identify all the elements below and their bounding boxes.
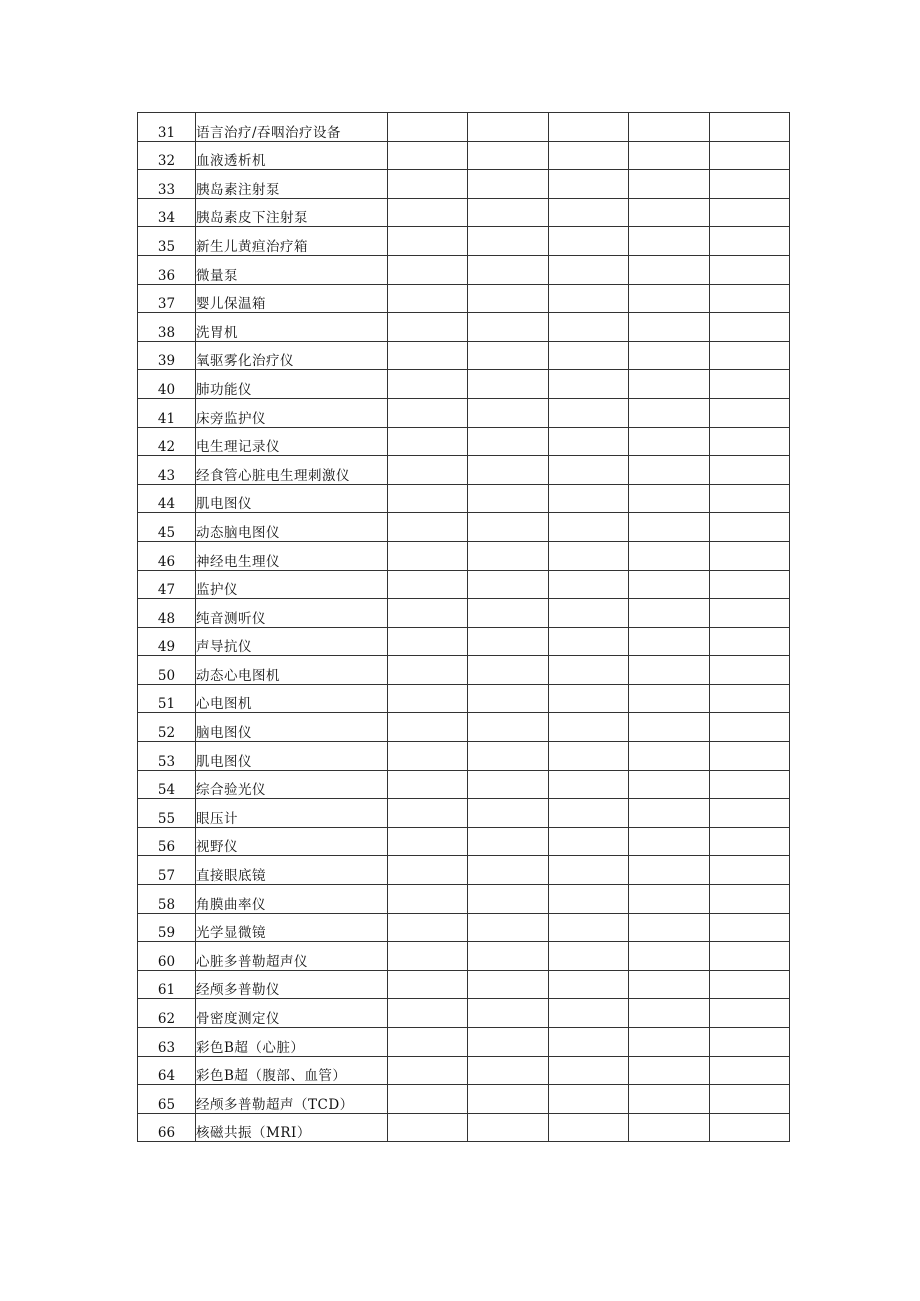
equipment-name-cell: 纯音测听仪 <box>196 599 388 628</box>
blank-cell <box>710 713 790 742</box>
row-number-cell: 65 <box>138 1085 196 1114</box>
table-row <box>138 313 790 342</box>
equipment-name-cell: 床旁监护仪 <box>196 398 388 427</box>
equipment-table <box>137 112 790 1142</box>
equipment-name-cell: 核磁共振（MRI） <box>196 1113 388 1142</box>
row-number-cell: 59 <box>138 913 196 942</box>
row-number-cell: 48 <box>138 599 196 628</box>
blank-cell <box>468 198 549 227</box>
blank-cell <box>468 1113 549 1142</box>
blank-cell <box>468 742 549 771</box>
equipment-name-cell: 直接眼底镜 <box>196 856 388 885</box>
table-row <box>138 856 790 885</box>
blank-cell <box>468 113 549 142</box>
blank-cell <box>710 770 790 799</box>
row-number-cell: 56 <box>138 827 196 856</box>
blank-cell <box>388 999 468 1028</box>
blank-cell <box>549 1028 629 1057</box>
blank-cell <box>710 999 790 1028</box>
table-row <box>138 370 790 399</box>
row-number-cell: 58 <box>138 885 196 914</box>
blank-cell <box>549 484 629 513</box>
blank-cell <box>468 341 549 370</box>
blank-cell <box>710 1113 790 1142</box>
blank-cell <box>629 1085 710 1114</box>
blank-cell <box>549 885 629 914</box>
blank-cell <box>549 456 629 485</box>
blank-cell <box>629 170 710 199</box>
blank-cell <box>549 198 629 227</box>
blank-cell <box>468 627 549 656</box>
table-row <box>138 913 790 942</box>
blank-cell <box>549 1113 629 1142</box>
blank-cell <box>710 370 790 399</box>
equipment-name-cell: 微量泵 <box>196 255 388 284</box>
blank-cell <box>549 113 629 142</box>
blank-cell <box>710 827 790 856</box>
row-number-cell: 32 <box>138 141 196 170</box>
blank-cell <box>468 656 549 685</box>
blank-cell <box>468 827 549 856</box>
equipment-name-cell: 肌电图仪 <box>196 742 388 771</box>
blank-cell <box>468 1028 549 1057</box>
blank-cell <box>549 742 629 771</box>
table-body <box>138 113 790 1142</box>
table-row <box>138 770 790 799</box>
blank-cell <box>549 341 629 370</box>
blank-cell <box>388 970 468 999</box>
blank-cell <box>549 170 629 199</box>
blank-cell <box>629 313 710 342</box>
blank-cell <box>388 570 468 599</box>
blank-cell <box>388 856 468 885</box>
blank-cell <box>388 599 468 628</box>
blank-cell <box>710 398 790 427</box>
row-number-cell: 51 <box>138 684 196 713</box>
blank-cell <box>629 255 710 284</box>
blank-cell <box>388 742 468 771</box>
table-row <box>138 113 790 142</box>
blank-cell <box>629 284 710 313</box>
row-number-cell: 53 <box>138 742 196 771</box>
blank-cell <box>468 970 549 999</box>
blank-cell <box>549 684 629 713</box>
table-row <box>138 656 790 685</box>
table-row <box>138 1085 790 1114</box>
blank-cell <box>629 427 710 456</box>
blank-cell <box>468 313 549 342</box>
blank-cell <box>629 627 710 656</box>
blank-cell <box>468 427 549 456</box>
row-number-cell: 35 <box>138 227 196 256</box>
blank-cell <box>388 255 468 284</box>
blank-cell <box>710 141 790 170</box>
blank-cell <box>710 942 790 971</box>
blank-cell <box>710 656 790 685</box>
blank-cell <box>710 313 790 342</box>
table-row <box>138 627 790 656</box>
blank-cell <box>710 170 790 199</box>
equipment-name-cell: 肺功能仪 <box>196 370 388 399</box>
blank-cell <box>468 885 549 914</box>
blank-cell <box>388 942 468 971</box>
blank-cell <box>710 684 790 713</box>
blank-cell <box>629 713 710 742</box>
table-row <box>138 970 790 999</box>
table-row <box>138 456 790 485</box>
blank-cell <box>388 684 468 713</box>
blank-cell <box>629 684 710 713</box>
blank-cell <box>710 198 790 227</box>
blank-cell <box>388 799 468 828</box>
blank-cell <box>710 113 790 142</box>
blank-cell <box>549 999 629 1028</box>
row-number-cell: 44 <box>138 484 196 513</box>
row-number-cell: 57 <box>138 856 196 885</box>
blank-cell <box>710 1085 790 1114</box>
row-number-cell: 63 <box>138 1028 196 1057</box>
blank-cell <box>710 255 790 284</box>
blank-cell <box>549 284 629 313</box>
row-number-cell: 54 <box>138 770 196 799</box>
blank-cell <box>710 1056 790 1085</box>
equipment-name-cell: 经颅多普勒仪 <box>196 970 388 999</box>
blank-cell <box>629 599 710 628</box>
row-number-cell: 66 <box>138 1113 196 1142</box>
blank-cell <box>710 513 790 542</box>
blank-cell <box>468 770 549 799</box>
equipment-name-cell: 肌电图仪 <box>196 484 388 513</box>
blank-cell <box>549 141 629 170</box>
blank-cell <box>468 942 549 971</box>
blank-cell <box>549 1056 629 1085</box>
blank-cell <box>549 942 629 971</box>
blank-cell <box>629 827 710 856</box>
blank-cell <box>388 456 468 485</box>
equipment-name-cell: 彩色B超（腹部、血管） <box>196 1056 388 1085</box>
blank-cell <box>710 227 790 256</box>
blank-cell <box>710 456 790 485</box>
row-number-cell: 61 <box>138 970 196 999</box>
blank-cell <box>388 1028 468 1057</box>
blank-cell <box>468 398 549 427</box>
blank-cell <box>388 913 468 942</box>
table-row <box>138 284 790 313</box>
equipment-name-cell: 胰岛素皮下注射泵 <box>196 198 388 227</box>
blank-cell <box>468 856 549 885</box>
blank-cell <box>549 370 629 399</box>
blank-cell <box>629 541 710 570</box>
blank-cell <box>549 913 629 942</box>
row-number-cell: 52 <box>138 713 196 742</box>
blank-cell <box>710 484 790 513</box>
table-row <box>138 1113 790 1142</box>
blank-cell <box>629 970 710 999</box>
blank-cell <box>388 1085 468 1114</box>
blank-cell <box>549 427 629 456</box>
blank-cell <box>468 227 549 256</box>
blank-cell <box>468 913 549 942</box>
blank-cell <box>710 341 790 370</box>
blank-cell <box>629 999 710 1028</box>
row-number-cell: 46 <box>138 541 196 570</box>
table-row <box>138 227 790 256</box>
blank-cell <box>629 913 710 942</box>
equipment-name-cell: 经颅多普勒超声（TCD） <box>196 1085 388 1114</box>
blank-cell <box>710 570 790 599</box>
row-number-cell: 37 <box>138 284 196 313</box>
equipment-name-cell: 综合验光仪 <box>196 770 388 799</box>
row-number-cell: 34 <box>138 198 196 227</box>
blank-cell <box>549 827 629 856</box>
table-row <box>138 827 790 856</box>
table-row <box>138 570 790 599</box>
table-row <box>138 942 790 971</box>
row-number-cell: 43 <box>138 456 196 485</box>
blank-cell <box>710 856 790 885</box>
row-number-cell: 40 <box>138 370 196 399</box>
blank-cell <box>629 1056 710 1085</box>
blank-cell <box>629 198 710 227</box>
blank-cell <box>388 113 468 142</box>
table-row <box>138 170 790 199</box>
blank-cell <box>549 770 629 799</box>
equipment-name-cell: 光学显微镜 <box>196 913 388 942</box>
blank-cell <box>468 713 549 742</box>
blank-cell <box>468 541 549 570</box>
blank-cell <box>388 227 468 256</box>
blank-cell <box>468 141 549 170</box>
equipment-name-cell: 声导抗仪 <box>196 627 388 656</box>
row-number-cell: 33 <box>138 170 196 199</box>
equipment-name-cell: 洗胃机 <box>196 313 388 342</box>
blank-cell <box>388 770 468 799</box>
equipment-name-cell: 视野仪 <box>196 827 388 856</box>
blank-cell <box>388 170 468 199</box>
blank-cell <box>549 227 629 256</box>
equipment-table-page <box>137 112 789 1142</box>
blank-cell <box>710 627 790 656</box>
row-number-cell: 49 <box>138 627 196 656</box>
equipment-name-cell: 新生儿黄疸治疗箱 <box>196 227 388 256</box>
blank-cell <box>629 885 710 914</box>
blank-cell <box>468 999 549 1028</box>
blank-cell <box>549 541 629 570</box>
blank-cell <box>468 484 549 513</box>
equipment-name-cell: 动态心电图机 <box>196 656 388 685</box>
table-row <box>138 599 790 628</box>
blank-cell <box>710 799 790 828</box>
row-number-cell: 47 <box>138 570 196 599</box>
blank-cell <box>468 456 549 485</box>
equipment-name-cell: 监护仪 <box>196 570 388 599</box>
table-row <box>138 684 790 713</box>
blank-cell <box>710 885 790 914</box>
blank-cell <box>549 599 629 628</box>
blank-cell <box>388 484 468 513</box>
row-number-cell: 50 <box>138 656 196 685</box>
table-row <box>138 484 790 513</box>
row-number-cell: 42 <box>138 427 196 456</box>
blank-cell <box>388 398 468 427</box>
blank-cell <box>629 141 710 170</box>
table-row <box>138 255 790 284</box>
equipment-name-cell: 语言治疗/吞咽治疗设备 <box>196 113 388 142</box>
blank-cell <box>549 713 629 742</box>
row-number-cell: 36 <box>138 255 196 284</box>
blank-cell <box>629 856 710 885</box>
blank-cell <box>629 656 710 685</box>
blank-cell <box>388 827 468 856</box>
row-number-cell: 38 <box>138 313 196 342</box>
blank-cell <box>629 341 710 370</box>
blank-cell <box>629 513 710 542</box>
blank-cell <box>629 456 710 485</box>
table-row <box>138 513 790 542</box>
equipment-name-cell: 电生理记录仪 <box>196 427 388 456</box>
row-number-cell: 39 <box>138 341 196 370</box>
row-number-cell: 31 <box>138 113 196 142</box>
table-row <box>138 742 790 771</box>
blank-cell <box>468 284 549 313</box>
blank-cell <box>468 255 549 284</box>
table-row <box>138 541 790 570</box>
blank-cell <box>629 770 710 799</box>
equipment-name-cell: 心脏多普勒超声仪 <box>196 942 388 971</box>
blank-cell <box>710 541 790 570</box>
table-row <box>138 141 790 170</box>
blank-cell <box>388 656 468 685</box>
blank-cell <box>468 170 549 199</box>
table-row <box>138 427 790 456</box>
blank-cell <box>468 684 549 713</box>
row-number-cell: 55 <box>138 799 196 828</box>
blank-cell <box>468 370 549 399</box>
blank-cell <box>388 370 468 399</box>
blank-cell <box>710 427 790 456</box>
table-row <box>138 713 790 742</box>
blank-cell <box>468 1056 549 1085</box>
table-row <box>138 1056 790 1085</box>
table-row <box>138 198 790 227</box>
blank-cell <box>388 141 468 170</box>
blank-cell <box>629 742 710 771</box>
row-number-cell: 60 <box>138 942 196 971</box>
blank-cell <box>549 799 629 828</box>
blank-cell <box>468 599 549 628</box>
blank-cell <box>549 1085 629 1114</box>
blank-cell <box>710 913 790 942</box>
table-row <box>138 398 790 427</box>
blank-cell <box>388 541 468 570</box>
blank-cell <box>388 627 468 656</box>
table-row <box>138 1028 790 1057</box>
blank-cell <box>549 513 629 542</box>
blank-cell <box>549 313 629 342</box>
blank-cell <box>710 970 790 999</box>
blank-cell <box>388 313 468 342</box>
equipment-name-cell: 脑电图仪 <box>196 713 388 742</box>
blank-cell <box>629 1028 710 1057</box>
blank-cell <box>388 513 468 542</box>
equipment-name-cell: 心电图机 <box>196 684 388 713</box>
row-number-cell: 45 <box>138 513 196 542</box>
blank-cell <box>629 484 710 513</box>
equipment-name-cell: 骨密度测定仪 <box>196 999 388 1028</box>
blank-cell <box>629 113 710 142</box>
blank-cell <box>710 1028 790 1057</box>
blank-cell <box>710 742 790 771</box>
blank-cell <box>468 570 549 599</box>
table-row <box>138 799 790 828</box>
blank-cell <box>388 1056 468 1085</box>
blank-cell <box>549 856 629 885</box>
table-row <box>138 885 790 914</box>
table-row <box>138 999 790 1028</box>
blank-cell <box>388 427 468 456</box>
equipment-name-cell: 角膜曲率仪 <box>196 885 388 914</box>
blank-cell <box>629 570 710 599</box>
equipment-name-cell: 动态脑电图仪 <box>196 513 388 542</box>
blank-cell <box>710 599 790 628</box>
blank-cell <box>388 713 468 742</box>
equipment-name-cell: 眼压计 <box>196 799 388 828</box>
equipment-name-cell: 氧驱雾化治疗仪 <box>196 341 388 370</box>
row-number-cell: 41 <box>138 398 196 427</box>
row-number-cell: 64 <box>138 1056 196 1085</box>
equipment-name-cell: 胰岛素注射泵 <box>196 170 388 199</box>
blank-cell <box>388 284 468 313</box>
blank-cell <box>549 656 629 685</box>
blank-cell <box>549 398 629 427</box>
blank-cell <box>629 398 710 427</box>
blank-cell <box>388 341 468 370</box>
blank-cell <box>629 799 710 828</box>
blank-cell <box>629 227 710 256</box>
equipment-name-cell: 血液透析机 <box>196 141 388 170</box>
blank-cell <box>629 1113 710 1142</box>
blank-cell <box>549 970 629 999</box>
equipment-name-cell: 神经电生理仪 <box>196 541 388 570</box>
blank-cell <box>629 942 710 971</box>
blank-cell <box>549 570 629 599</box>
blank-cell <box>710 284 790 313</box>
equipment-name-cell: 彩色B超（心脏） <box>196 1028 388 1057</box>
blank-cell <box>388 198 468 227</box>
blank-cell <box>468 799 549 828</box>
blank-cell <box>468 513 549 542</box>
blank-cell <box>388 1113 468 1142</box>
equipment-name-cell: 婴儿保温箱 <box>196 284 388 313</box>
blank-cell <box>549 627 629 656</box>
row-number-cell: 62 <box>138 999 196 1028</box>
blank-cell <box>388 885 468 914</box>
blank-cell <box>629 370 710 399</box>
blank-cell <box>549 255 629 284</box>
table-row <box>138 341 790 370</box>
blank-cell <box>468 1085 549 1114</box>
equipment-name-cell: 经食管心脏电生理刺激仪 <box>196 456 388 485</box>
